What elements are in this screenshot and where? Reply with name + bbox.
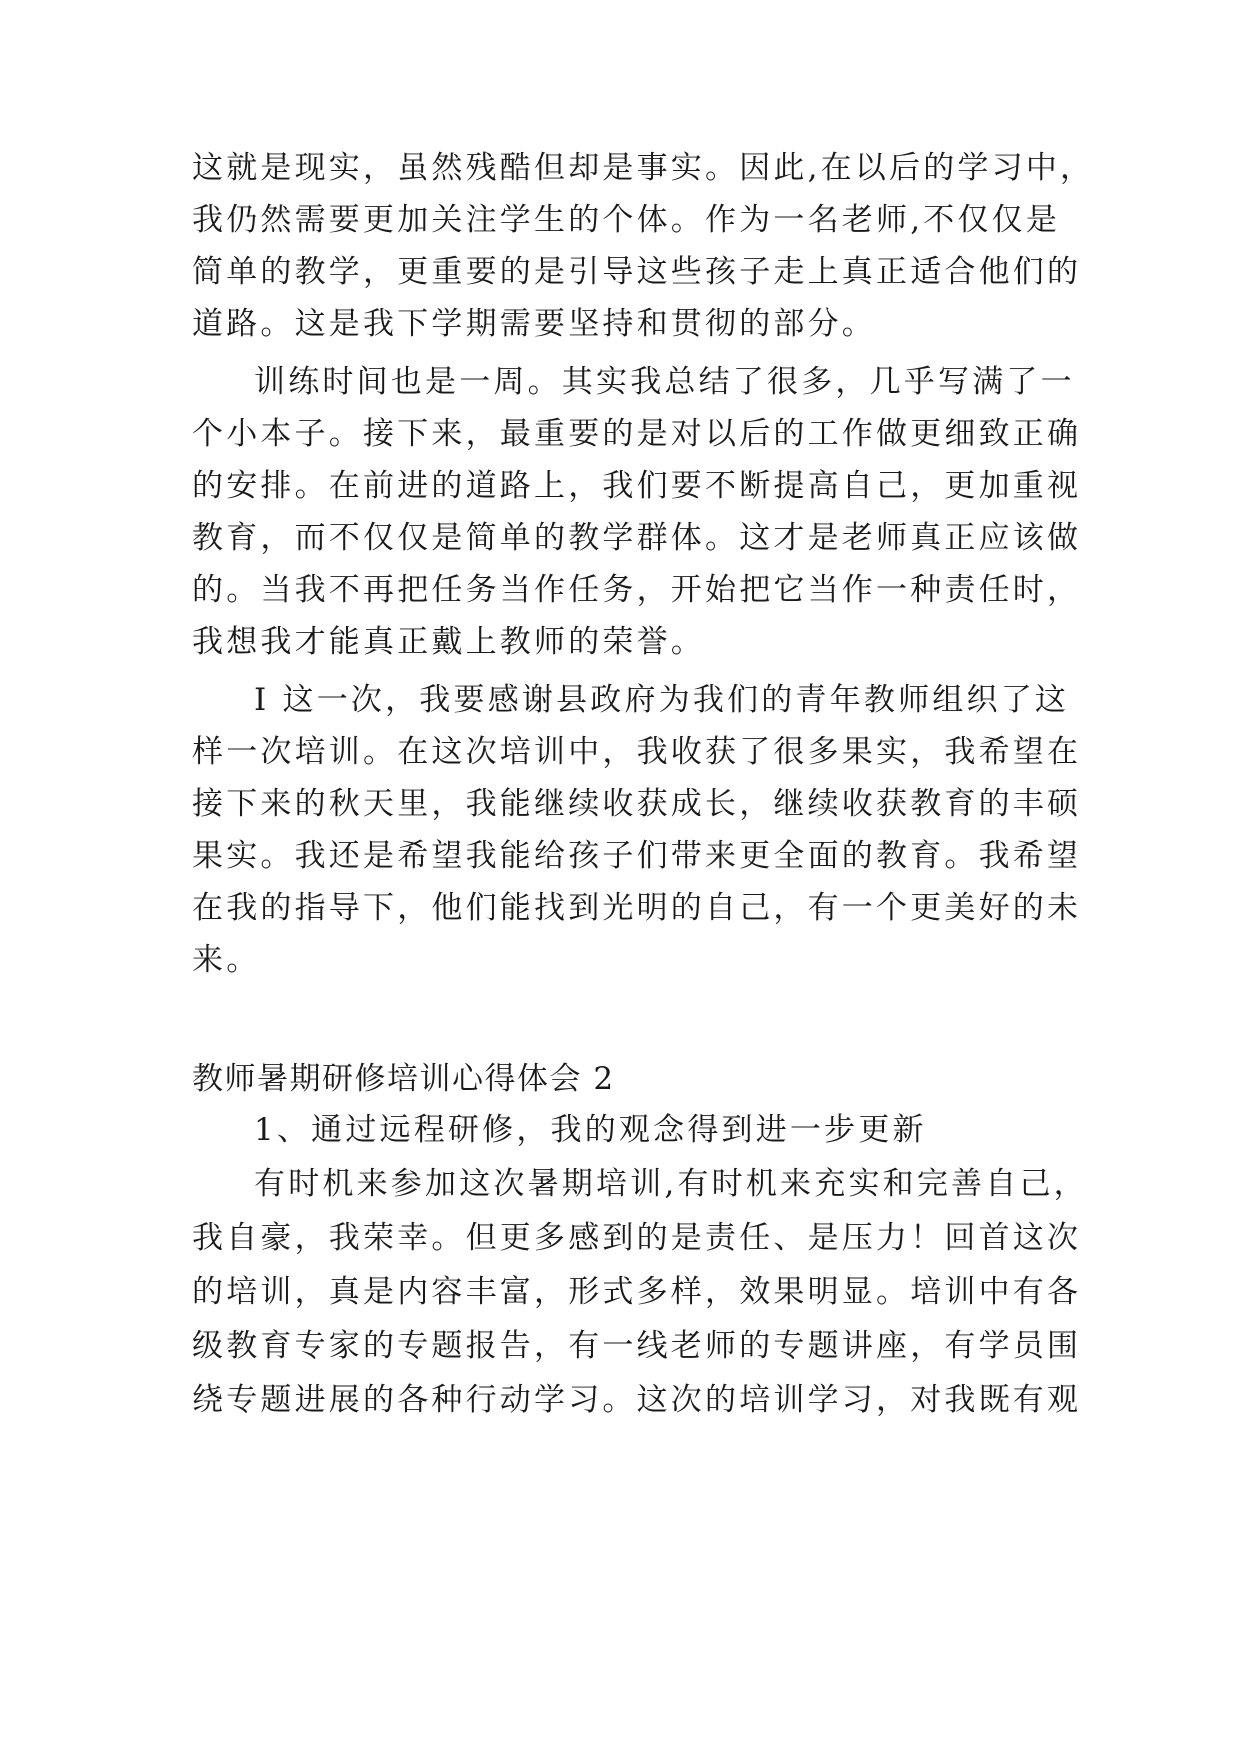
text-line: 这就是现实，虽然残酷但却是事实。因此,在以后的学习中， bbox=[192, 150, 1095, 186]
text-line: 来。 bbox=[192, 942, 261, 978]
text-line: 我想我才能真正戴上教师的荣誉。 bbox=[192, 624, 705, 660]
text-line: 级教育专家的专题报告，有一线老师的专题讲座，有学员围 bbox=[192, 1328, 1082, 1364]
text-line: 样一次培训。在这次培训中，我收获了很多果实，我希望在 bbox=[192, 734, 1082, 770]
text-line: 教育，而不仅仅是简单的教学群体。这才是老师真正应该做 bbox=[192, 520, 1082, 556]
text-line: 的培训，真是内容丰富，形式多样，效果明显。培训中有各 bbox=[192, 1274, 1082, 1310]
paragraph-first-line: I 这一次，我要感谢县政府为我们的青年教师组织了这 bbox=[254, 682, 1070, 718]
text-line: 道路。这是我下学期需要坚持和贯彻的部分。 bbox=[192, 306, 876, 342]
section-title: 教师暑期研修培训心得体会 2 bbox=[192, 1061, 615, 1097]
text-line: 在我的指导下，他们能找到光明的自己，有一个更美好的未 bbox=[192, 890, 1082, 926]
subsection-heading: 1、通过远程研修，我的观念得到进一步更新 bbox=[254, 1112, 927, 1148]
text-line: 我自豪，我荣幸。但更多感到的是责任、是压力！回首这次 bbox=[192, 1220, 1082, 1256]
text-line: 个小本子。接下来，最重要的是对以后的工作做更细致正确 bbox=[192, 416, 1082, 452]
paragraph-first-line: 训练时间也是一周。其实我总结了很多，几乎写满了一 bbox=[254, 364, 1075, 400]
text-line: 绕专题进展的各种行动学习。这次的培训学习，对我既有观 bbox=[192, 1382, 1082, 1418]
text-line: 简单的教学，更重要的是引导这些孩子走上真正适合他们的 bbox=[192, 254, 1082, 290]
paragraph-first-line: 有时机来参加这次暑期培训,有时机来充实和完善自己， bbox=[254, 1166, 1088, 1202]
text-line: 接下来的秋天里，我能继续收获成长，继续收获教育的丰硕 bbox=[192, 786, 1082, 822]
text-line: 的安排。在前进的道路上，我们要不断提高自己，更加重视 bbox=[192, 468, 1082, 504]
text-line: 果实。我还是希望我能给孩子们带来更全面的教育。我希望 bbox=[192, 838, 1082, 874]
text-line: 我仍然需要更加关注学生的个体。作为一名老师,不仅仅是 bbox=[192, 202, 1061, 238]
text-line: 的。当我不再把任务当作任务，开始把它当作一种责任时， bbox=[192, 572, 1082, 608]
